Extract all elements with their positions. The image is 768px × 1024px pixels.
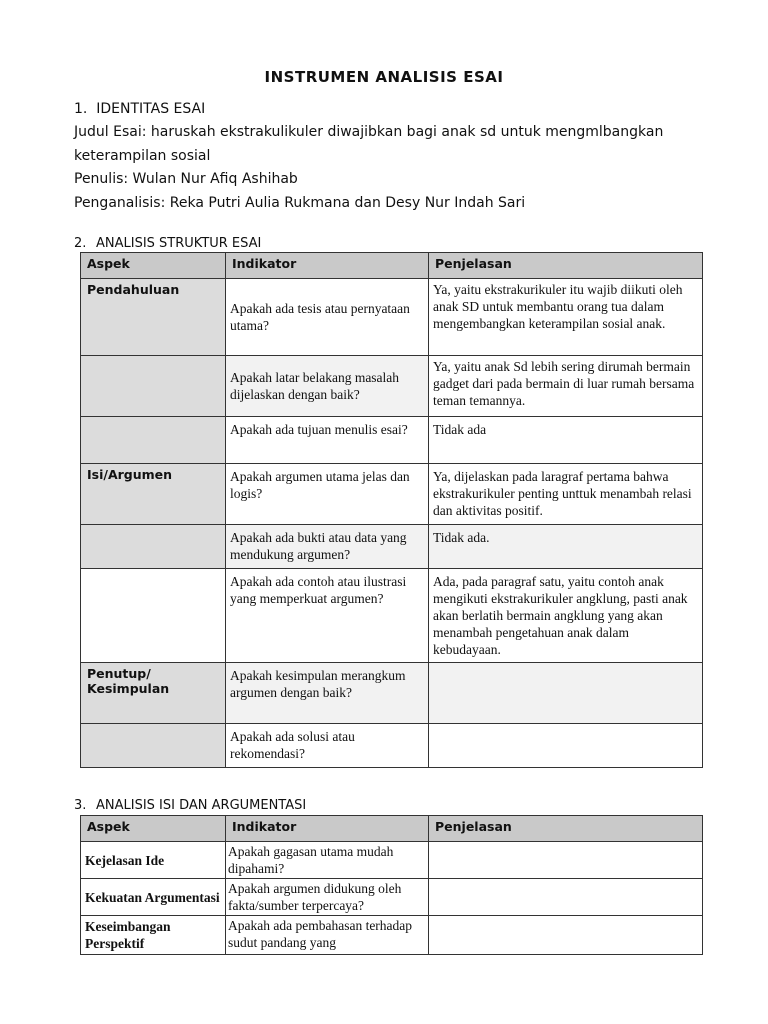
section3-heading-text: ANALISIS ISI DAN ARGUMENTASI [96, 798, 307, 813]
header-indikator: Indikator [226, 816, 429, 842]
indikator-cell: Apakah gagasan utama mudah dipahami? [226, 842, 429, 879]
penjelasan-cell: Ada, pada paragraf satu, yaitu contoh anak mengikuti ekstrakurikuler angklung, pasti anak akan berlatih bermain angklung yang akan menambah pengetahuan anak dalam kebudayaan. [429, 569, 703, 663]
table-row [81, 916, 703, 955]
table-header-row [81, 253, 703, 279]
indikator-cell: Apakah ada contoh atau ilustrasi yang memperkuat argumen? [226, 569, 429, 663]
identity-number: 1. [74, 101, 88, 117]
aspek-cell: Penutup/ Kesimpulan [81, 663, 226, 724]
identity-heading-text: IDENTITAS ESAI [96, 101, 206, 117]
indikator-cell: Apakah ada tujuan menulis esai? [226, 417, 429, 464]
header-aspek: Aspek [81, 816, 226, 842]
table-row [81, 417, 703, 464]
section2-heading-text: ANALISIS STRUKTUR ESAI [96, 236, 262, 251]
aspek-cell: Pendahuluan [81, 279, 226, 356]
penjelasan-cell [429, 663, 703, 724]
section3-heading [74, 798, 306, 813]
aspek-cell [81, 417, 226, 464]
header-aspek: Aspek [81, 253, 226, 279]
aspek-cell: Kekuatan Argumentasi [81, 879, 226, 916]
document-title: INSTRUMEN ANALISIS ESAI [264, 68, 504, 86]
table-row [81, 525, 703, 569]
section2-heading [74, 236, 261, 251]
table-row [81, 464, 703, 525]
penjelasan-cell [429, 724, 703, 768]
penjelasan-cell [429, 842, 703, 879]
table-row [81, 879, 703, 916]
section2-number: 2. [74, 236, 87, 251]
structure-table [80, 252, 703, 768]
indikator-cell: Apakah ada pembahasan terhadap sudut pandang yang [226, 916, 429, 955]
indikator-cell: Apakah ada bukti atau data yang mendukung argumen? [226, 525, 429, 569]
aspek-cell: Kejelasan Ide [81, 842, 226, 879]
identity-heading [74, 101, 205, 117]
content-table [80, 815, 703, 955]
table-row [81, 279, 703, 356]
aspek-cell [81, 569, 226, 663]
table-row [81, 663, 703, 724]
penjelasan-cell: Ya, dijelaskan pada laragraf pertama bahwa ekstrakurikuler penting unttuk menambah relasi dan aktivitas positif. [429, 464, 703, 525]
section3-number: 3. [74, 798, 87, 813]
penjelasan-cell [429, 916, 703, 955]
penjelasan-cell: Ya, yaitu ekstrakurikuler itu wajib diikuti oleh anak SD untuk membantu orang tua dalam mengembangkan keterampilan sosial anak. [429, 279, 703, 356]
table-row [81, 569, 703, 663]
penjelasan-cell: Tidak ada. [429, 525, 703, 569]
aspek-cell [81, 724, 226, 768]
table-row [81, 356, 703, 417]
essay-author: Penulis: Wulan Nur Afiq Ashihab [74, 171, 298, 187]
indikator-cell: Apakah kesimpulan merangkum argumen dengan baik? [226, 663, 429, 724]
aspek-cell: Isi/Argumen [81, 464, 226, 525]
essay-title-line1: Judul Esai: haruskah ekstrakulikuler diwajibkan bagi anak sd untuk mengmlbangkan [74, 124, 664, 140]
indikator-cell: Apakah argumen didukung oleh fakta/sumber terpercaya? [226, 879, 429, 916]
aspek-cell [81, 525, 226, 569]
header-indikator: Indikator [226, 253, 429, 279]
indikator-cell: Apakah ada tesis atau pernyataan utama? [226, 279, 429, 356]
aspek-cell: Keseimbangan Perspektif [81, 916, 226, 955]
penjelasan-cell: Ya, yaitu anak Sd lebih sering dirumah bermain gadget dari pada bermain di luar rumah bersama teman temannya. [429, 356, 703, 417]
indikator-cell: Apakah latar belakang masalah dijelaskan dengan baik? [226, 356, 429, 417]
header-penjelasan: Penjelasan [429, 816, 703, 842]
penjelasan-cell [429, 879, 703, 916]
table-header-row [81, 816, 703, 842]
table-row [81, 724, 703, 768]
header-penjelasan: Penjelasan [429, 253, 703, 279]
indikator-cell: Apakah ada solusi atau rekomendasi? [226, 724, 429, 768]
penjelasan-cell: Tidak ada [429, 417, 703, 464]
indikator-cell: Apakah argumen utama jelas dan logis? [226, 464, 429, 525]
aspek-cell [81, 356, 226, 417]
table-row [81, 842, 703, 879]
essay-analysts: Penganalisis: Reka Putri Aulia Rukmana dan Desy Nur Indah Sari [74, 195, 526, 211]
essay-title-line2: keterampilan sosial [74, 148, 211, 164]
